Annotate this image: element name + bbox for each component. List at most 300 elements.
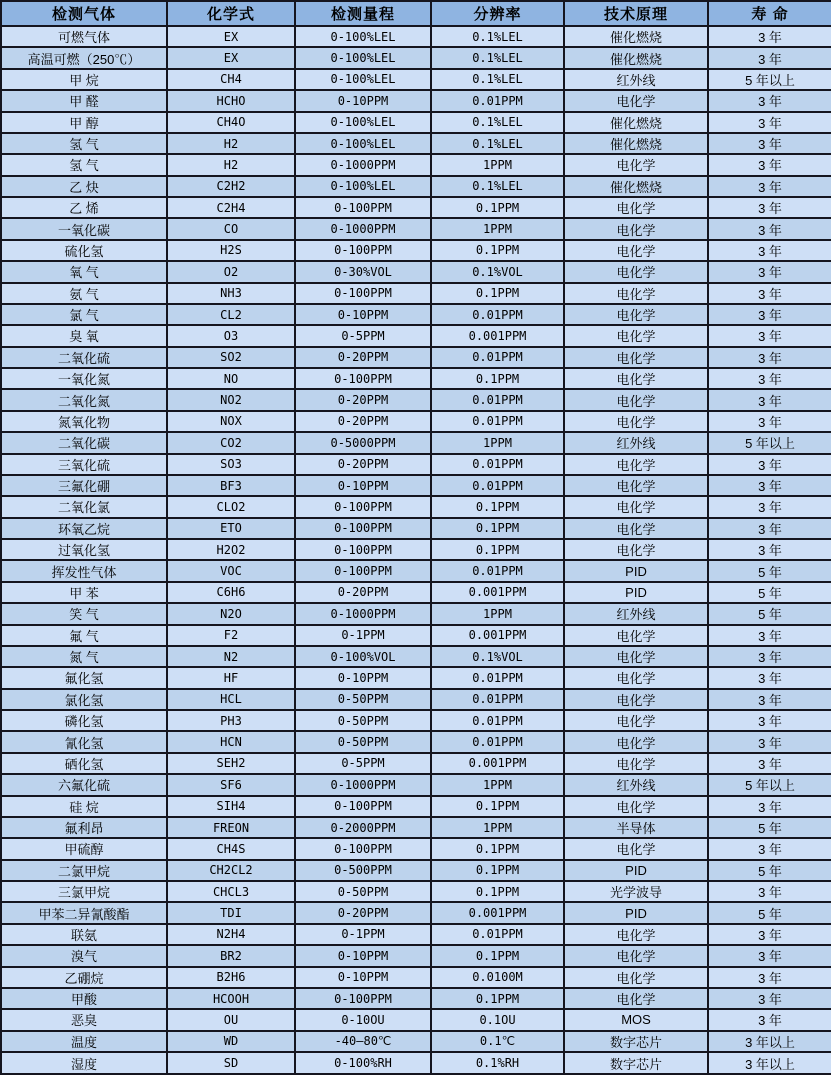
cell-chemical-formula: SO2 xyxy=(167,347,295,368)
table-row xyxy=(1,283,831,304)
cell-chemical-formula: FREON xyxy=(167,817,295,838)
cell-resolution: 0.1%LEL xyxy=(431,176,564,197)
cell-lifespan: 3 年以上 xyxy=(708,1031,831,1052)
cell-technology: 电化学 xyxy=(564,518,708,539)
cell-chemical-formula: CH4O xyxy=(167,112,295,133)
cell-resolution: 0.0100M xyxy=(431,967,564,988)
cell-detection-range: 0-10PPM xyxy=(295,304,431,325)
table-row xyxy=(1,710,831,731)
cell-detection-range: 0-20PPM xyxy=(295,347,431,368)
cell-lifespan: 3 年 xyxy=(708,710,831,731)
cell-lifespan: 3 年 xyxy=(708,240,831,261)
cell-technology: 电化学 xyxy=(564,945,708,966)
cell-gas-name: 氮 气 xyxy=(1,646,167,667)
cell-technology: 红外线 xyxy=(564,603,708,624)
cell-chemical-formula: O2 xyxy=(167,261,295,282)
cell-chemical-formula: BR2 xyxy=(167,945,295,966)
cell-technology: 电化学 xyxy=(564,304,708,325)
cell-detection-range: 0-100%LEL xyxy=(295,69,431,90)
cell-resolution: 0.1OU xyxy=(431,1009,564,1030)
cell-gas-name: 氟利昂 xyxy=(1,817,167,838)
cell-chemical-formula: TDI xyxy=(167,902,295,923)
cell-lifespan: 5 年 xyxy=(708,902,831,923)
cell-lifespan: 3 年 xyxy=(708,988,831,1009)
cell-resolution: 0.1%VOL xyxy=(431,646,564,667)
cell-resolution: 0.01PPM xyxy=(431,90,564,111)
cell-chemical-formula: NO xyxy=(167,368,295,389)
cell-resolution: 0.001PPM xyxy=(431,582,564,603)
table-row xyxy=(1,945,831,966)
cell-chemical-formula: HCOOH xyxy=(167,988,295,1009)
table-row xyxy=(1,432,831,453)
table-row xyxy=(1,496,831,517)
table-row xyxy=(1,539,831,560)
header-row xyxy=(1,1,831,26)
table-row xyxy=(1,368,831,389)
cell-gas-name: 氟化氢 xyxy=(1,667,167,688)
cell-gas-name: 三氟化硼 xyxy=(1,475,167,496)
cell-detection-range: 0-100PPM xyxy=(295,560,431,581)
cell-detection-range: 0-100PPM xyxy=(295,539,431,560)
table-row xyxy=(1,753,831,774)
cell-technology: 催化燃烧 xyxy=(564,26,708,47)
cell-technology: PID xyxy=(564,860,708,881)
cell-gas-name: 环氧乙烷 xyxy=(1,518,167,539)
cell-chemical-formula: H2O2 xyxy=(167,539,295,560)
cell-detection-range: 0-20PPM xyxy=(295,582,431,603)
cell-detection-range: 0-1PPM xyxy=(295,924,431,945)
cell-technology: 催化燃烧 xyxy=(564,133,708,154)
cell-chemical-formula: H2S xyxy=(167,240,295,261)
table-row xyxy=(1,197,831,218)
cell-detection-range: 0-10PPM xyxy=(295,667,431,688)
cell-lifespan: 3 年 xyxy=(708,368,831,389)
cell-resolution: 0.1%LEL xyxy=(431,69,564,90)
cell-lifespan: 5 年 xyxy=(708,817,831,838)
cell-lifespan: 3 年 xyxy=(708,133,831,154)
cell-resolution: 0.01PPM xyxy=(431,411,564,432)
cell-lifespan: 3 年 xyxy=(708,731,831,752)
cell-detection-range: 0-10PPM xyxy=(295,475,431,496)
cell-gas-name: 二氧化硫 xyxy=(1,347,167,368)
cell-resolution: 0.01PPM xyxy=(431,304,564,325)
cell-gas-name: 氢 气 xyxy=(1,133,167,154)
cell-detection-range: 0-1PPM xyxy=(295,625,431,646)
table-row xyxy=(1,689,831,710)
cell-gas-name: 联氨 xyxy=(1,924,167,945)
cell-chemical-formula: CH4S xyxy=(167,838,295,859)
table-row xyxy=(1,731,831,752)
cell-technology: 电化学 xyxy=(564,197,708,218)
cell-gas-name: 氟 气 xyxy=(1,625,167,646)
cell-technology: 电化学 xyxy=(564,967,708,988)
cell-gas-name: 乙硼烷 xyxy=(1,967,167,988)
table-row xyxy=(1,411,831,432)
cell-technology: 数字芯片 xyxy=(564,1052,708,1074)
cell-resolution: 1PPM xyxy=(431,218,564,239)
table-row xyxy=(1,261,831,282)
cell-detection-range: 0-10PPM xyxy=(295,90,431,111)
table-row xyxy=(1,154,831,175)
cell-gas-name: 氮氧化物 xyxy=(1,411,167,432)
cell-lifespan: 5 年以上 xyxy=(708,69,831,90)
cell-technology: 电化学 xyxy=(564,475,708,496)
table-row xyxy=(1,218,831,239)
cell-technology: 电化学 xyxy=(564,90,708,111)
cell-chemical-formula: VOC xyxy=(167,560,295,581)
cell-technology: 电化学 xyxy=(564,218,708,239)
header-lifespan: 寿 命 xyxy=(708,1,831,26)
cell-chemical-formula: CHCL3 xyxy=(167,881,295,902)
cell-detection-range: 0-50PPM xyxy=(295,689,431,710)
cell-gas-name: 湿度 xyxy=(1,1052,167,1074)
table-row xyxy=(1,667,831,688)
cell-lifespan: 3 年 xyxy=(708,176,831,197)
cell-resolution: 0.01PPM xyxy=(431,475,564,496)
cell-gas-name: 可燃气体 xyxy=(1,26,167,47)
cell-chemical-formula: ETO xyxy=(167,518,295,539)
cell-technology: 电化学 xyxy=(564,710,708,731)
cell-technology: PID xyxy=(564,560,708,581)
cell-technology: 红外线 xyxy=(564,432,708,453)
cell-lifespan: 3 年 xyxy=(708,475,831,496)
cell-detection-range: 0-1000PPM xyxy=(295,218,431,239)
cell-chemical-formula: NH3 xyxy=(167,283,295,304)
cell-chemical-formula: CH2CL2 xyxy=(167,860,295,881)
cell-technology: 红外线 xyxy=(564,774,708,795)
cell-gas-name: 过氧化氢 xyxy=(1,539,167,560)
cell-detection-range: 0-50PPM xyxy=(295,710,431,731)
cell-gas-name: 甲苯二异氰酸酯 xyxy=(1,902,167,923)
cell-gas-name: 六氟化硫 xyxy=(1,774,167,795)
cell-gas-name: 氢 气 xyxy=(1,154,167,175)
cell-detection-range: 0-100%LEL xyxy=(295,176,431,197)
cell-resolution: 1PPM xyxy=(431,603,564,624)
cell-resolution: 0.001PPM xyxy=(431,902,564,923)
cell-resolution: 0.1PPM xyxy=(431,881,564,902)
cell-gas-name: 甲 烷 xyxy=(1,69,167,90)
cell-detection-range: 0-100PPM xyxy=(295,240,431,261)
cell-detection-range: 0-5PPM xyxy=(295,325,431,346)
cell-chemical-formula: N2 xyxy=(167,646,295,667)
cell-lifespan: 3 年 xyxy=(708,154,831,175)
cell-lifespan: 3 年 xyxy=(708,539,831,560)
cell-lifespan: 3 年 xyxy=(708,838,831,859)
table-row xyxy=(1,90,831,111)
cell-gas-name: 乙 烯 xyxy=(1,197,167,218)
table-row xyxy=(1,646,831,667)
cell-detection-range: 0-10PPM xyxy=(295,967,431,988)
cell-resolution: 0.1℃ xyxy=(431,1031,564,1052)
cell-lifespan: 5 年以上 xyxy=(708,432,831,453)
cell-technology: 电化学 xyxy=(564,496,708,517)
cell-technology: 电化学 xyxy=(564,539,708,560)
cell-technology: 电化学 xyxy=(564,283,708,304)
cell-gas-name: 一氧化碳 xyxy=(1,218,167,239)
cell-technology: PID xyxy=(564,902,708,923)
header-gas-name: 检测气体 xyxy=(1,1,167,26)
cell-resolution: 0.01PPM xyxy=(431,924,564,945)
cell-detection-range: 0-100%RH xyxy=(295,1052,431,1074)
cell-detection-range: 0-30%VOL xyxy=(295,261,431,282)
cell-technology: PID xyxy=(564,582,708,603)
cell-chemical-formula: F2 xyxy=(167,625,295,646)
cell-technology: 电化学 xyxy=(564,988,708,1009)
table-row xyxy=(1,325,831,346)
cell-detection-range: 0-20PPM xyxy=(295,454,431,475)
cell-detection-range: 0-100PPM xyxy=(295,496,431,517)
table-row xyxy=(1,796,831,817)
cell-chemical-formula: O3 xyxy=(167,325,295,346)
cell-resolution: 1PPM xyxy=(431,774,564,795)
cell-resolution: 0.1PPM xyxy=(431,518,564,539)
cell-lifespan: 3 年 xyxy=(708,646,831,667)
table-row xyxy=(1,582,831,603)
cell-resolution: 0.1%LEL xyxy=(431,47,564,68)
table-row xyxy=(1,924,831,945)
cell-gas-name: 二氯甲烷 xyxy=(1,860,167,881)
cell-lifespan: 3 年 xyxy=(708,304,831,325)
cell-lifespan: 5 年 xyxy=(708,560,831,581)
cell-lifespan: 3 年 xyxy=(708,881,831,902)
cell-gas-name: 硒化氢 xyxy=(1,753,167,774)
cell-resolution: 1PPM xyxy=(431,154,564,175)
cell-technology: MOS xyxy=(564,1009,708,1030)
cell-resolution: 0.1%VOL xyxy=(431,261,564,282)
table-body xyxy=(1,26,831,1074)
cell-technology: 光学波导 xyxy=(564,881,708,902)
cell-gas-name: 硫化氢 xyxy=(1,240,167,261)
cell-chemical-formula: CL2 xyxy=(167,304,295,325)
cell-chemical-formula: HCL xyxy=(167,689,295,710)
cell-detection-range: 0-500PPM xyxy=(295,860,431,881)
table-row xyxy=(1,176,831,197)
table-row xyxy=(1,304,831,325)
cell-technology: 电化学 xyxy=(564,796,708,817)
table-row xyxy=(1,774,831,795)
table-row xyxy=(1,26,831,47)
cell-resolution: 0.1PPM xyxy=(431,838,564,859)
cell-detection-range: 0-100%LEL xyxy=(295,112,431,133)
cell-lifespan: 3 年 xyxy=(708,90,831,111)
cell-resolution: 0.01PPM xyxy=(431,667,564,688)
cell-detection-range: 0-100PPM xyxy=(295,838,431,859)
table-row xyxy=(1,454,831,475)
table-row xyxy=(1,518,831,539)
cell-lifespan: 3 年 xyxy=(708,518,831,539)
cell-chemical-formula: CLO2 xyxy=(167,496,295,517)
cell-gas-name: 臭 氧 xyxy=(1,325,167,346)
cell-lifespan: 5 年 xyxy=(708,603,831,624)
cell-lifespan: 3 年 xyxy=(708,945,831,966)
cell-chemical-formula: SF6 xyxy=(167,774,295,795)
cell-resolution: 0.1PPM xyxy=(431,197,564,218)
table-row xyxy=(1,967,831,988)
cell-chemical-formula: HCHO xyxy=(167,90,295,111)
cell-technology: 电化学 xyxy=(564,646,708,667)
cell-gas-name: 笑 气 xyxy=(1,603,167,624)
cell-gas-name: 二氧化氮 xyxy=(1,389,167,410)
cell-lifespan: 5 年以上 xyxy=(708,774,831,795)
cell-resolution: 0.1PPM xyxy=(431,945,564,966)
cell-resolution: 0.001PPM xyxy=(431,625,564,646)
cell-chemical-formula: HF xyxy=(167,667,295,688)
cell-gas-name: 甲 苯 xyxy=(1,582,167,603)
table-row xyxy=(1,133,831,154)
cell-chemical-formula: EX xyxy=(167,26,295,47)
cell-gas-name: 氯化氢 xyxy=(1,689,167,710)
cell-technology: 电化学 xyxy=(564,838,708,859)
cell-chemical-formula: WD xyxy=(167,1031,295,1052)
table-row xyxy=(1,47,831,68)
table-row xyxy=(1,1052,831,1074)
cell-detection-range: 0-100PPM xyxy=(295,283,431,304)
cell-resolution: 1PPM xyxy=(431,432,564,453)
cell-chemical-formula: HCN xyxy=(167,731,295,752)
cell-chemical-formula: CH4 xyxy=(167,69,295,90)
cell-detection-range: -40—80℃ xyxy=(295,1031,431,1052)
cell-technology: 电化学 xyxy=(564,325,708,346)
cell-detection-range: 0-100%LEL xyxy=(295,26,431,47)
cell-technology: 催化燃烧 xyxy=(564,176,708,197)
cell-resolution: 0.1PPM xyxy=(431,860,564,881)
cell-chemical-formula: N2H4 xyxy=(167,924,295,945)
cell-detection-range: 0-100%VOL xyxy=(295,646,431,667)
cell-gas-name: 挥发性气体 xyxy=(1,560,167,581)
cell-chemical-formula: C2H4 xyxy=(167,197,295,218)
cell-technology: 电化学 xyxy=(564,753,708,774)
cell-chemical-formula: CO2 xyxy=(167,432,295,453)
cell-gas-name: 恶臭 xyxy=(1,1009,167,1030)
cell-resolution: 0.1PPM xyxy=(431,496,564,517)
cell-detection-range: 0-1000PPM xyxy=(295,774,431,795)
cell-lifespan: 3 年 xyxy=(708,218,831,239)
cell-technology: 电化学 xyxy=(564,731,708,752)
cell-gas-name: 溴气 xyxy=(1,945,167,966)
cell-resolution: 0.1PPM xyxy=(431,368,564,389)
table-row xyxy=(1,988,831,1009)
cell-gas-name: 二氧化氯 xyxy=(1,496,167,517)
cell-chemical-formula: OU xyxy=(167,1009,295,1030)
cell-lifespan: 3 年 xyxy=(708,625,831,646)
table-row xyxy=(1,838,831,859)
cell-detection-range: 0-5PPM xyxy=(295,753,431,774)
table-row xyxy=(1,625,831,646)
cell-resolution: 0.1PPM xyxy=(431,539,564,560)
cell-gas-name: 甲 醇 xyxy=(1,112,167,133)
cell-resolution: 0.01PPM xyxy=(431,454,564,475)
cell-chemical-formula: N2O xyxy=(167,603,295,624)
cell-gas-name: 磷化氢 xyxy=(1,710,167,731)
cell-lifespan: 3 年 xyxy=(708,283,831,304)
cell-technology: 催化燃烧 xyxy=(564,47,708,68)
cell-gas-name: 一氧化氮 xyxy=(1,368,167,389)
cell-technology: 红外线 xyxy=(564,69,708,90)
cell-lifespan: 3 年 xyxy=(708,796,831,817)
cell-lifespan: 3 年 xyxy=(708,197,831,218)
header-chemical-formula: 化学式 xyxy=(167,1,295,26)
cell-chemical-formula: B2H6 xyxy=(167,967,295,988)
cell-resolution: 0.01PPM xyxy=(431,710,564,731)
cell-lifespan: 3 年 xyxy=(708,753,831,774)
cell-technology: 电化学 xyxy=(564,667,708,688)
cell-detection-range: 0-20PPM xyxy=(295,389,431,410)
cell-technology: 电化学 xyxy=(564,454,708,475)
cell-resolution: 0.1%LEL xyxy=(431,26,564,47)
cell-detection-range: 0-100%LEL xyxy=(295,47,431,68)
cell-gas-name: 氯 气 xyxy=(1,304,167,325)
cell-detection-range: 0-100PPM xyxy=(295,518,431,539)
cell-technology: 催化燃烧 xyxy=(564,112,708,133)
cell-gas-name: 氰化氢 xyxy=(1,731,167,752)
cell-gas-name: 氨 气 xyxy=(1,283,167,304)
table-row xyxy=(1,240,831,261)
cell-detection-range: 0-50PPM xyxy=(295,881,431,902)
cell-technology: 电化学 xyxy=(564,625,708,646)
cell-chemical-formula: NO2 xyxy=(167,389,295,410)
cell-lifespan: 3 年 xyxy=(708,389,831,410)
cell-technology: 电化学 xyxy=(564,261,708,282)
cell-resolution: 0.001PPM xyxy=(431,753,564,774)
cell-lifespan: 3 年 xyxy=(708,496,831,517)
cell-resolution: 0.01PPM xyxy=(431,347,564,368)
cell-gas-name: 乙 炔 xyxy=(1,176,167,197)
cell-technology: 电化学 xyxy=(564,368,708,389)
cell-chemical-formula: BF3 xyxy=(167,475,295,496)
cell-resolution: 0.1%RH xyxy=(431,1052,564,1074)
cell-technology: 数字芯片 xyxy=(564,1031,708,1052)
cell-resolution: 0.01PPM xyxy=(431,689,564,710)
cell-resolution: 0.1PPM xyxy=(431,240,564,261)
cell-lifespan: 3 年 xyxy=(708,26,831,47)
table-row xyxy=(1,389,831,410)
cell-lifespan: 3 年 xyxy=(708,667,831,688)
cell-gas-name: 温度 xyxy=(1,1031,167,1052)
cell-resolution: 1PPM xyxy=(431,817,564,838)
cell-detection-range: 0-10PPM xyxy=(295,945,431,966)
cell-lifespan: 3 年 xyxy=(708,47,831,68)
cell-gas-name: 二氧化碳 xyxy=(1,432,167,453)
cell-gas-name: 甲酸 xyxy=(1,988,167,1009)
cell-resolution: 0.01PPM xyxy=(431,731,564,752)
cell-lifespan: 3 年以上 xyxy=(708,1052,831,1074)
table-row xyxy=(1,1031,831,1052)
cell-resolution: 0.1PPM xyxy=(431,796,564,817)
table-row xyxy=(1,69,831,90)
cell-technology: 电化学 xyxy=(564,347,708,368)
table-row xyxy=(1,817,831,838)
cell-chemical-formula: H2 xyxy=(167,133,295,154)
cell-technology: 电化学 xyxy=(564,689,708,710)
cell-detection-range: 0-20PPM xyxy=(295,411,431,432)
cell-lifespan: 3 年 xyxy=(708,924,831,945)
cell-gas-name: 硅 烷 xyxy=(1,796,167,817)
cell-technology: 电化学 xyxy=(564,924,708,945)
cell-gas-name: 甲 醛 xyxy=(1,90,167,111)
cell-detection-range: 0-100%LEL xyxy=(295,133,431,154)
cell-technology: 电化学 xyxy=(564,389,708,410)
cell-detection-range: 0-10OU xyxy=(295,1009,431,1030)
cell-lifespan: 3 年 xyxy=(708,454,831,475)
cell-chemical-formula: NOX xyxy=(167,411,295,432)
cell-technology: 电化学 xyxy=(564,154,708,175)
cell-detection-range: 0-100PPM xyxy=(295,197,431,218)
cell-lifespan: 5 年 xyxy=(708,582,831,603)
cell-technology: 电化学 xyxy=(564,411,708,432)
cell-resolution: 0.1%LEL xyxy=(431,133,564,154)
cell-lifespan: 3 年 xyxy=(708,261,831,282)
cell-gas-name: 甲硫醇 xyxy=(1,838,167,859)
